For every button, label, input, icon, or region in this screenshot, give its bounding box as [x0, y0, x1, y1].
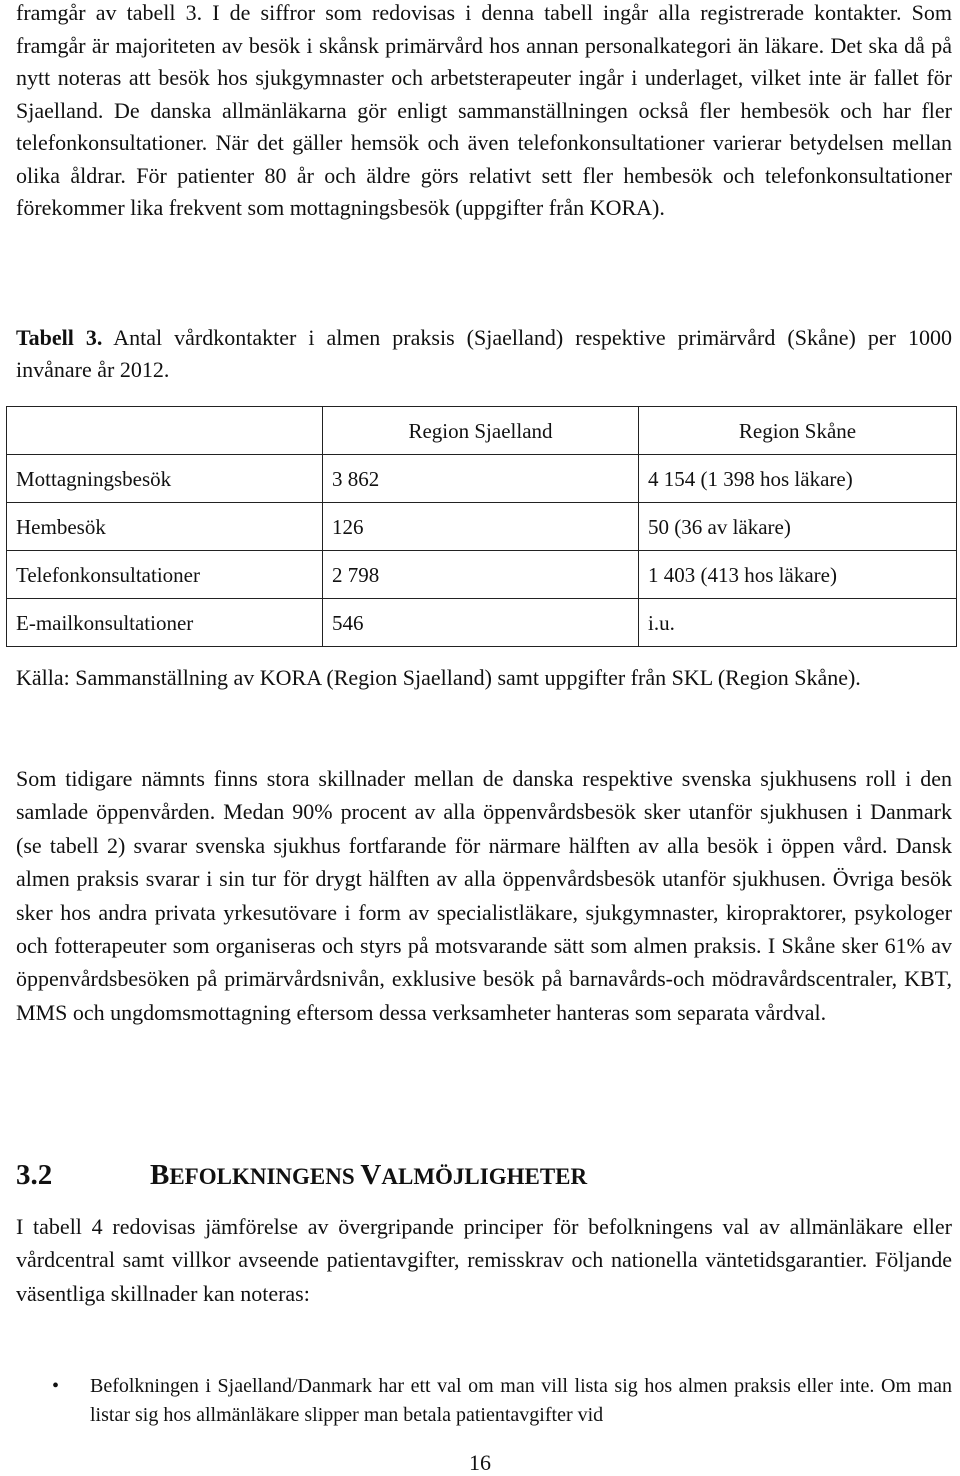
- intro-paragraph: framgår av tabell 3. I de siffror som redovisas i denna tabell ingår alla registrerade kontakter. Som framgår är majoriteten av besök i skånsk primärvård hos annan personalkategori än läkare. Det ska då på nytt noteras att besök hos sjukgymnaster och arbetsterapeuter ingår i underlaget, vilket inte är fallet för Sjaelland. De danska allmänläkarna gör enligt sammanställningen också fler hembesök och har fler telefonkonsultationer. När det gäller hemsök och även telefonkonsultationer varierar betydelsen mellan olika åldrar. För patienter 80 år och äldre görs relativt sett fler hembesök och telefonkonsultationer förekommer lika frekvent som mottagningsbesök (uppgifter från KORA).: [16, 0, 952, 220]
- body-paragraph: Som tidigare nämnts finns stora skillnader mellan de danska respektive svenska sjukhusens roll i den samlade öppenvården. Medan 90% procent av alla öppenvårdsbesök sker utanför sjukhusen i Danmark (se tabell 2) svarar svenska sjukhus fortfarande för närmare hälften av alla besök i öppen vård. Dansk almen praksis svarar i sin tur för drygt hälften av alla öppenvårdsbesök utanför sjukhusen. Övriga besök sker hos andra privata yrkesutövare i form av specialistläkare, sjukgymnaster, kiropraktorer, psykologer och fotterapeuter som organiseras och styrs på motsvarande sätt som almen praksis. I Skåne sker 61% av öppenvårdsbesöken på primärvårdsnivån, exklusive besök på barnavårds-och mödravårdscentraler, KBT, MMS och ungdomsmottagning eftersom dessa verksamheter hanteras som separata vårdval.: [16, 766, 952, 1025]
- table-cell: Mottagningsbesök: [7, 455, 323, 503]
- table-cell: 2 798: [323, 551, 639, 599]
- table-row: [7, 551, 957, 599]
- table-row: [7, 455, 957, 503]
- page-number: 16: [469, 1450, 491, 1475]
- source-note: Källa: Sammanställning av KORA (Region Sjaelland) samt uppgifter från SKL (Region Skåne).: [16, 665, 861, 690]
- table-caption: [16, 322, 952, 386]
- section-title-rest: EFOLKNINGENS: [169, 1164, 361, 1189]
- table-row: [7, 503, 957, 551]
- table-cell: 126: [323, 503, 639, 551]
- section-title-initial-2: V: [360, 1159, 382, 1191]
- table-header-cell: [7, 407, 323, 455]
- body-paragraph-2: I tabell 4 redovisas jämförelse av övergripande principer för befolkningens val av allmänläkare eller vårdcentral samt villkor avseende patientavgifter, remisskrav och nationella väntetidsgarantier. Följande väsentliga skillnader kan noteras:: [16, 1214, 952, 1306]
- bullet-icon: •: [52, 1375, 60, 1397]
- table-cell: 546: [323, 599, 639, 647]
- table-row: [7, 599, 957, 647]
- section-title-rest-2: ALMÖJLIGHETER: [381, 1164, 588, 1189]
- table-caption-text: Antal vårdkontakter i almen praksis (Sjaelland) respektive primärvård (Skåne) per 1000 invånare år 2012.: [16, 325, 952, 382]
- list-item: Befolkningen i Sjaelland/Danmark har ett val om man vill lista sig hos almen praksis eller inte. Om man listar sig hos allmänläkare slipper man betala patientavgifter vid: [90, 1375, 952, 1426]
- table-cell: i.u.: [639, 599, 957, 647]
- table-cell: Hembesök: [7, 503, 323, 551]
- table-header-row: [7, 407, 957, 455]
- section-number: 3.2: [16, 1159, 53, 1191]
- section-heading: [16, 1155, 587, 1197]
- table-cell: 50 (36 av läkare): [639, 503, 957, 551]
- table-cell: 1 403 (413 hos läkare): [639, 551, 957, 599]
- table-header-cell: Region Sjaelland: [323, 407, 639, 455]
- table-header-cell: Region Skåne: [639, 407, 957, 455]
- section-title-initial: B: [150, 1159, 170, 1191]
- table-cell: Telefonkonsultationer: [7, 551, 323, 599]
- table-cell: 3 862: [323, 455, 639, 503]
- table-cell: E-mailkonsultationer: [7, 599, 323, 647]
- table-caption-label: Tabell 3.: [16, 325, 103, 350]
- contacts-table: [6, 406, 957, 647]
- table-cell: 4 154 (1 398 hos läkare): [639, 455, 957, 503]
